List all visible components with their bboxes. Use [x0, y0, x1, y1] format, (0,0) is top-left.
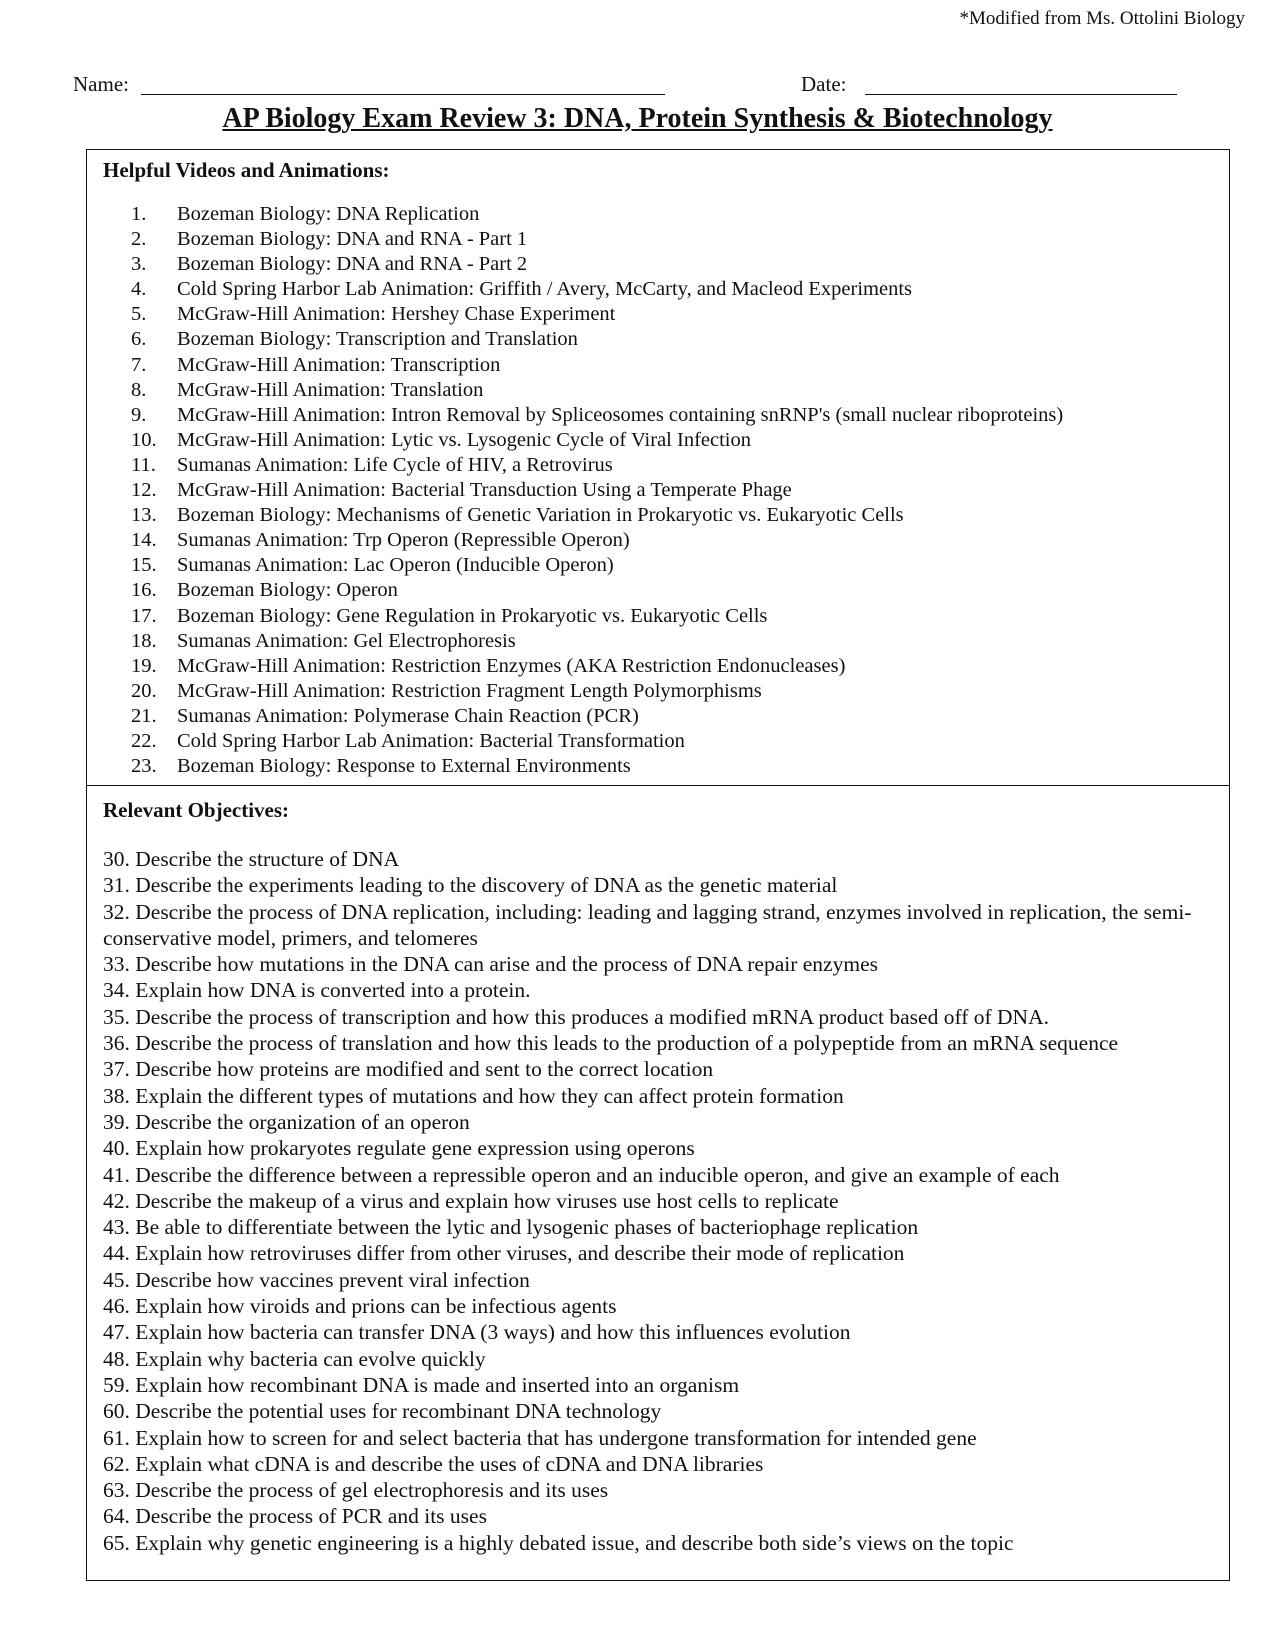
objective-item: 65. Explain why genetic engineering is a highly debated issue, and describe both side’s views on the topic: [103, 1530, 1014, 1555]
video-link[interactable]: McGraw-Hill Animation: Transcription: [177, 353, 501, 376]
list-item-number: 7.: [131, 353, 147, 376]
video-link[interactable]: Bozeman Biology: Mechanisms of Genetic Variation in Prokaryotic vs. Eukaryotic Cells: [177, 504, 904, 527]
list-item-number: 8.: [131, 378, 147, 401]
videos-box: [86, 149, 1230, 786]
video-link[interactable]: Sumanas Animation: Lac Operon (Inducible Operon): [177, 554, 614, 577]
video-link[interactable]: Cold Spring Harbor Lab Animation: Griffith / Avery, McCarty, and Macleod Experiments: [177, 278, 913, 301]
list-item-number: 9.: [131, 403, 147, 426]
video-link[interactable]: Bozeman Biology: Response to External Environments: [177, 755, 631, 778]
objective-item: 38. Explain the different types of mutations and how they can affect protein formation: [103, 1083, 844, 1108]
objective-item: 39. Describe the organization of an operon: [103, 1109, 470, 1134]
video-link[interactable]: Bozeman Biology: Gene Regulation in Prokaryotic vs. Eukaryotic Cells: [177, 604, 768, 627]
video-link[interactable]: McGraw-Hill Animation: Translation: [177, 378, 484, 401]
list-item-number: 13.: [131, 504, 157, 527]
objective-item: 32. Describe the process of DNA replication, including: leading and lagging strand, enzymes involved in replication, the semi-conservative model, primers, and telomeres: [103, 899, 1192, 950]
objective-item: 33. Describe how mutations in the DNA can arise and the process of DNA repair enzymes: [103, 952, 878, 977]
video-link[interactable]: Bozeman Biology: DNA and RNA - Part 1: [177, 228, 528, 251]
objectives-list: [103, 846, 1221, 1556]
video-link[interactable]: Sumanas Animation: Trp Operon (Repressible Operon): [177, 529, 630, 552]
objective-item: 61. Explain how to screen for and select bacteria that has undergone transformation for intended gene: [103, 1425, 977, 1450]
objective-item: 41. Describe the difference between a repressible operon and an inducible operon, and give an example of each: [103, 1162, 1060, 1187]
video-link[interactable]: McGraw-Hill Animation: Hershey Chase Experiment: [177, 303, 616, 326]
video-link[interactable]: Bozeman Biology: DNA Replication: [177, 203, 480, 225]
objective-item: 48. Explain why bacteria can evolve quickly: [103, 1346, 486, 1371]
video-link[interactable]: McGraw-Hill Animation: Restriction Fragment Length Polymorphisms: [177, 679, 762, 702]
list-item-number: 3.: [131, 253, 147, 276]
list-item-number: 6.: [131, 328, 147, 351]
list-item-number: 10.: [131, 428, 157, 451]
video-link[interactable]: Cold Spring Harbor Lab Animation: Bacterial Transformation: [177, 729, 685, 752]
list-item-number: 11.: [131, 453, 156, 476]
objective-item: 60. Describe the potential uses for recombinant DNA technology: [103, 1399, 662, 1424]
objective-item: 44. Explain how retroviruses differ from other viruses, and describe their mode of replication: [103, 1241, 905, 1266]
list-item-number: 12.: [131, 479, 157, 502]
video-link[interactable]: McGraw-Hill Animation: Restriction Enzymes (AKA Restriction Endonucleases): [177, 654, 846, 677]
objective-item: 31. Describe the experiments leading to the discovery of DNA as the genetic material: [103, 873, 838, 898]
date-blank-line[interactable]: [865, 94, 1177, 95]
list-item-number: 4.: [131, 278, 147, 301]
objective-item: 42. Describe the makeup of a virus and explain how viruses use host cells to replicate: [103, 1188, 839, 1213]
video-link[interactable]: Bozeman Biology: Transcription and Translation: [177, 328, 578, 351]
source-credit: *Modified from Ms. Ottolini Biology: [959, 8, 1245, 29]
objective-item: 35. Describe the process of transcription and how this produces a modified mRNA product based off of DNA.: [103, 1004, 1049, 1029]
objective-item: 36. Describe the process of translation and how this leads to the production of a polypeptide from an mRNA sequence: [103, 1031, 1119, 1056]
video-link[interactable]: Bozeman Biology: DNA and RNA - Part 2: [177, 253, 528, 276]
list-item-number: 19.: [131, 654, 157, 677]
video-link[interactable]: Sumanas Animation: Polymerase Chain Reaction (PCR): [177, 704, 639, 727]
objective-item: 47. Explain how bacteria can transfer DNA (3 ways) and how this influences evolution: [103, 1320, 851, 1345]
date-label: Date:: [801, 72, 847, 96]
objectives-heading: Relevant Objectives:: [103, 798, 290, 822]
objective-item: 43. Be able to differentiate between the lytic and lysogenic phases of bacteriophage replication: [103, 1215, 919, 1240]
video-link[interactable]: McGraw-Hill Animation: Bacterial Transduction Using a Temperate Phage: [177, 479, 792, 502]
objective-item: 46. Explain how viroids and prions can be infectious agents: [103, 1294, 617, 1319]
objective-item: 30. Describe the structure of DNA: [103, 847, 400, 871]
list-item-number: 1.: [131, 203, 147, 225]
list-item-number: 22.: [131, 729, 157, 752]
list-item-number: 20.: [131, 679, 157, 702]
video-link[interactable]: McGraw-Hill Animation: Intron Removal by Spliceosomes containing snRNP's (small nuclear riboproteins): [177, 403, 1064, 426]
objective-item: 45. Describe how vaccines prevent viral infection: [103, 1267, 530, 1292]
list-item-number: 23.: [131, 755, 157, 778]
list-item-number: 16.: [131, 579, 157, 602]
video-link[interactable]: Bozeman Biology: Operon: [177, 579, 398, 602]
name-label: Name:: [73, 72, 129, 96]
list-item-number: 2.: [131, 228, 147, 251]
objective-item: 63. Describe the process of gel electrophoresis and its uses: [103, 1478, 609, 1503]
objectives-box: [86, 785, 1230, 1581]
video-link[interactable]: McGraw-Hill Animation: Lytic vs. Lysogenic Cycle of Viral Infection: [177, 428, 751, 451]
videos-heading: Helpful Videos and Animations:: [103, 158, 390, 182]
list-item-number: 21.: [131, 704, 157, 727]
objective-item: 64. Describe the process of PCR and its uses: [103, 1504, 487, 1529]
list-item-number: 15.: [131, 554, 157, 577]
list-item-number: 14.: [131, 529, 157, 552]
page-title: AP Biology Exam Review 3: DNA, Protein Synthesis & Biotechnology: [222, 103, 1053, 134]
list-item-number: 5.: [131, 303, 147, 326]
objective-item: 62. Explain what cDNA is and describe the uses of cDNA and DNA libraries: [103, 1451, 764, 1476]
objective-item: 59. Explain how recombinant DNA is made and inserted into an organism: [103, 1372, 740, 1397]
name-blank-line[interactable]: [141, 94, 665, 95]
video-link[interactable]: Sumanas Animation: Gel Electrophoresis: [177, 629, 516, 652]
list-item-number: 18.: [131, 629, 157, 652]
list-item-number: 17.: [131, 604, 157, 627]
objective-item: 34. Explain how DNA is converted into a protein.: [103, 978, 531, 1003]
objective-item: 37. Describe how proteins are modified and sent to the correct location: [103, 1057, 714, 1082]
objective-item: 40. Explain how prokaryotes regulate gene expression using operons: [103, 1136, 695, 1161]
video-link[interactable]: Sumanas Animation: Life Cycle of HIV, a Retrovirus: [177, 453, 613, 476]
